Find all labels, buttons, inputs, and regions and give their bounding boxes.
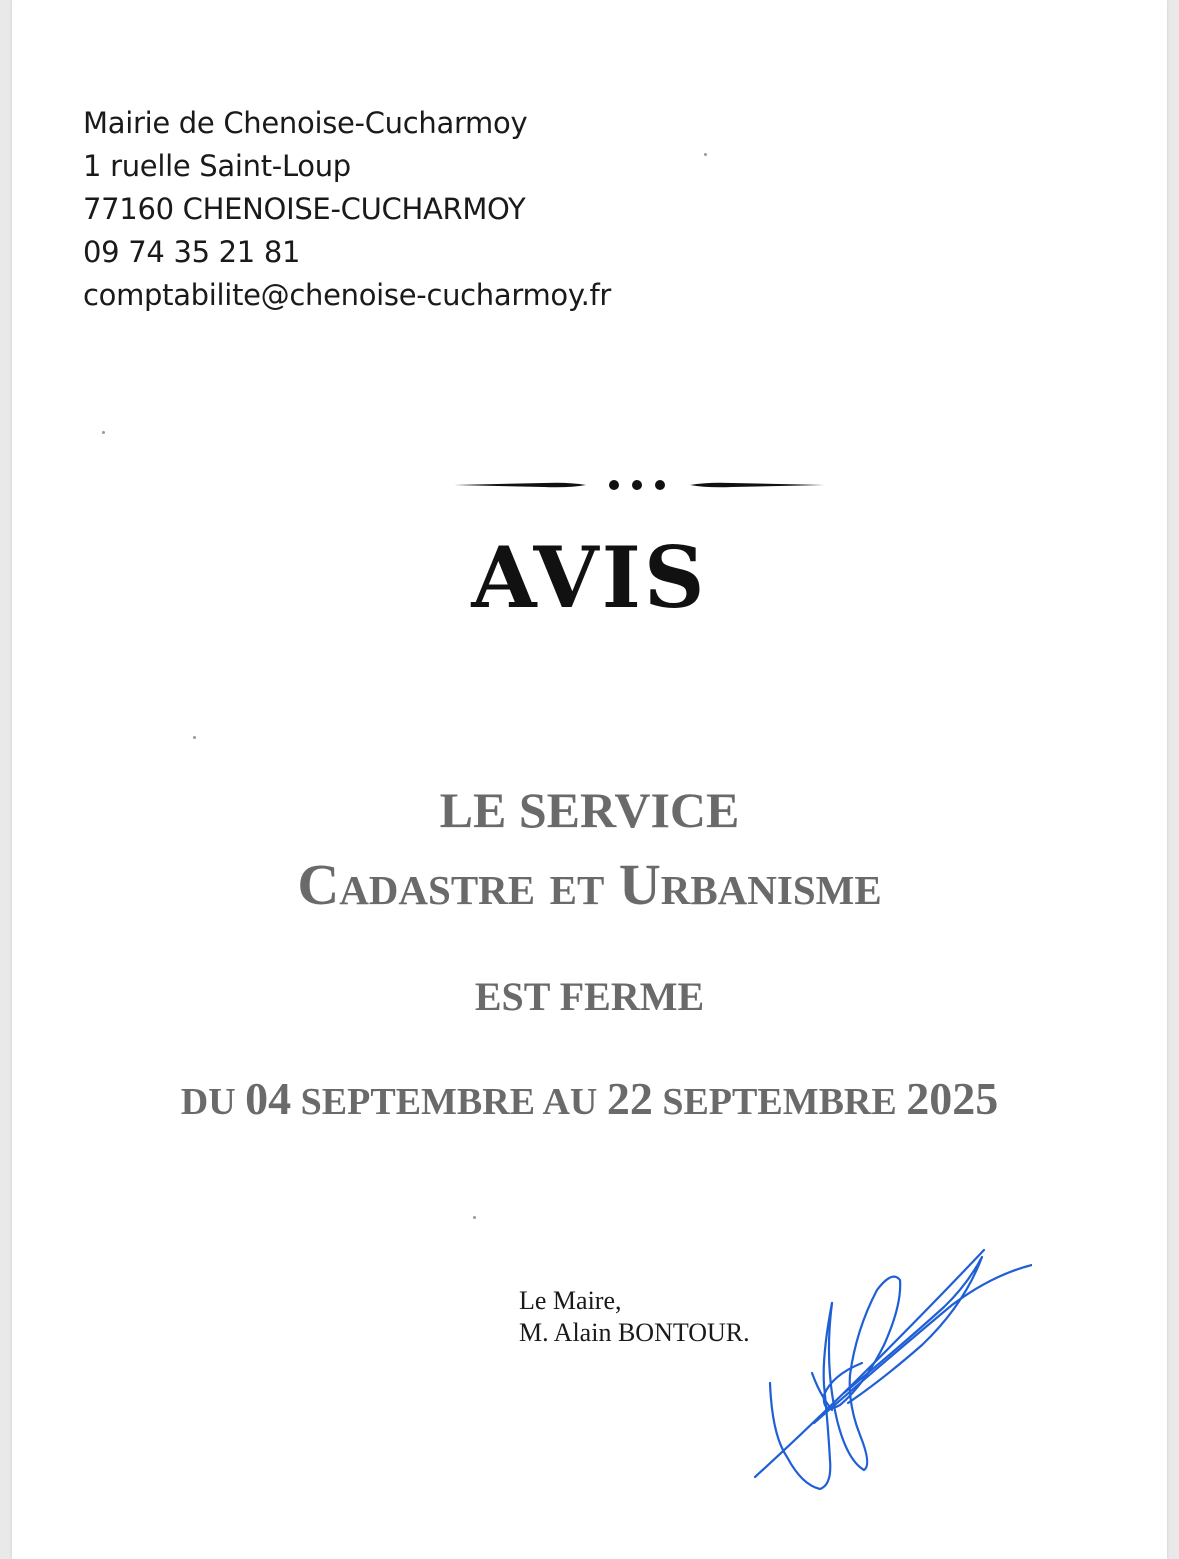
sender-name: Mairie de Chenoise-Cucharmoy [83,106,528,140]
sender-email: comptabilite@chenoise-cucharmoy.fr [83,278,612,312]
period-end-day: 22 [606,1073,653,1124]
period-start-day: 04 [245,1073,292,1124]
closure-period [12,1072,1167,1125]
paper-speck [193,736,196,739]
period-start-month: SEPTEMBRE AU [291,1081,607,1123]
sender-phone: 09 74 35 21 81 [83,235,301,269]
paper-speck [102,431,105,434]
service-line-2: Cadastre et Urbanisme [297,852,882,917]
signoff-role: Le Maire, [519,1286,622,1315]
document-page [12,0,1167,1559]
service-line-1: LE SERVICE [439,782,740,838]
paper-speck [704,153,707,156]
closure-status: EST FERME [474,974,705,1019]
sender-address-block [83,102,611,317]
sender-city: 77160 CHENOISE-CUCHARMOY [83,192,526,226]
period-du: DU [180,1081,246,1123]
period-year: 2025 [906,1073,999,1124]
sender-street: 1 ruelle Saint-Loup [83,149,351,183]
handwritten-signature [752,1245,1032,1495]
period-end-month: SEPTEMBRE [652,1081,907,1123]
paper-speck [473,1216,476,1219]
notice-title: AVIS [471,528,708,627]
ornament-divider [454,474,824,496]
signoff-name: M. Alain BONTOUR. [519,1318,750,1347]
signoff-block [519,1285,750,1349]
